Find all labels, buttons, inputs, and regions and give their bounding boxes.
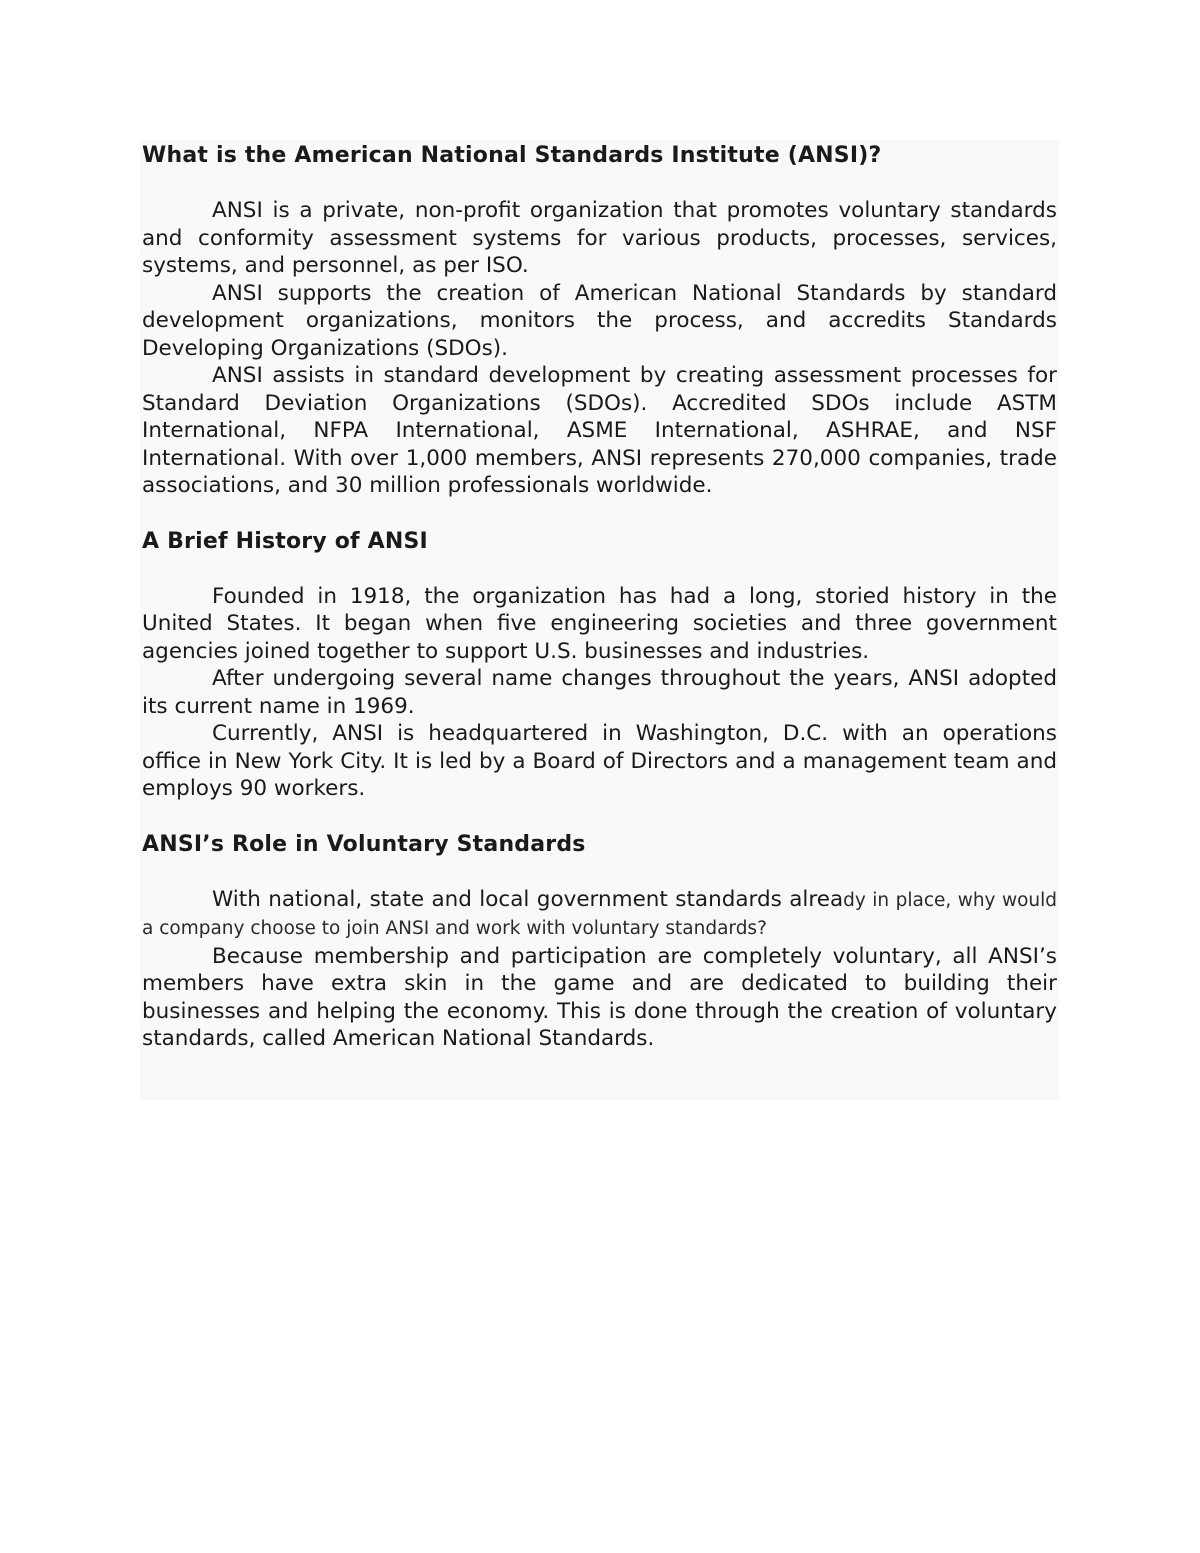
paragraph-text: With national, state and local government standards alrea bbox=[212, 886, 844, 912]
section-heading-role-in-voluntary-standards: ANSI’s Role in Voluntary Standards bbox=[142, 831, 586, 857]
section-body-what-is-ansi bbox=[142, 197, 1057, 500]
section-heading-brief-history: A Brief History of ANSI bbox=[142, 528, 428, 554]
paragraph: Because membership and participation are completely voluntary, all ANSI’s members have extra skin in the game and are dedicated to building their businesses and helping the economy. This is done through the creation of voluntary standards, called American National Standards. bbox=[142, 943, 1057, 1051]
paragraph: ANSI assists in standard development by creating assessment processes for Standard Deviation Organizations (SDOs). Accredited SDOs include ASTM International, NFPA International, ASME International, ASHRAE, and NSF International. With over 1,000 members, ANSI represents 270,000 companies, trade associations, and 30 million professionals worldwide. bbox=[142, 363, 1057, 498]
paragraph: After undergoing several name changes throughout the years, ANSI adopted its current name in 1969. bbox=[142, 666, 1057, 719]
paragraph: Currently, ANSI is headquartered in Washington, D.C. with an operations office in New York City. It is led by a Board of Directors and a management team and employs 90 workers. bbox=[142, 721, 1057, 801]
paragraph: ANSI supports the creation of American National Standards by standard development organizations, monitors the process, and accredits Standards Developing Organizations (SDOs). bbox=[142, 280, 1057, 361]
paragraph-text-small: dy in place, why would a company choose to join ANSI and work with voluntary standards? bbox=[142, 889, 1058, 939]
section-body-brief-history bbox=[142, 583, 1057, 803]
document-content bbox=[140, 140, 1059, 1100]
paragraph: Founded in 1918, the organization has had a long, storied history in the United States. It began when five engineering societies and three government agencies joined together to support U.S. businesses and industries. bbox=[142, 583, 1057, 664]
section-heading-what-is-ansi: What is the American National Standards Institute (ANSI)? bbox=[142, 143, 882, 168]
section-body-role-in-voluntary-standards bbox=[142, 886, 1057, 1053]
paragraph bbox=[142, 886, 1057, 943]
paragraph: ANSI is a private, non-profit organization that promotes voluntary standards and conformity assessment systems for various products, processes, services, systems, and personnel, as per ISO. bbox=[142, 198, 1057, 278]
